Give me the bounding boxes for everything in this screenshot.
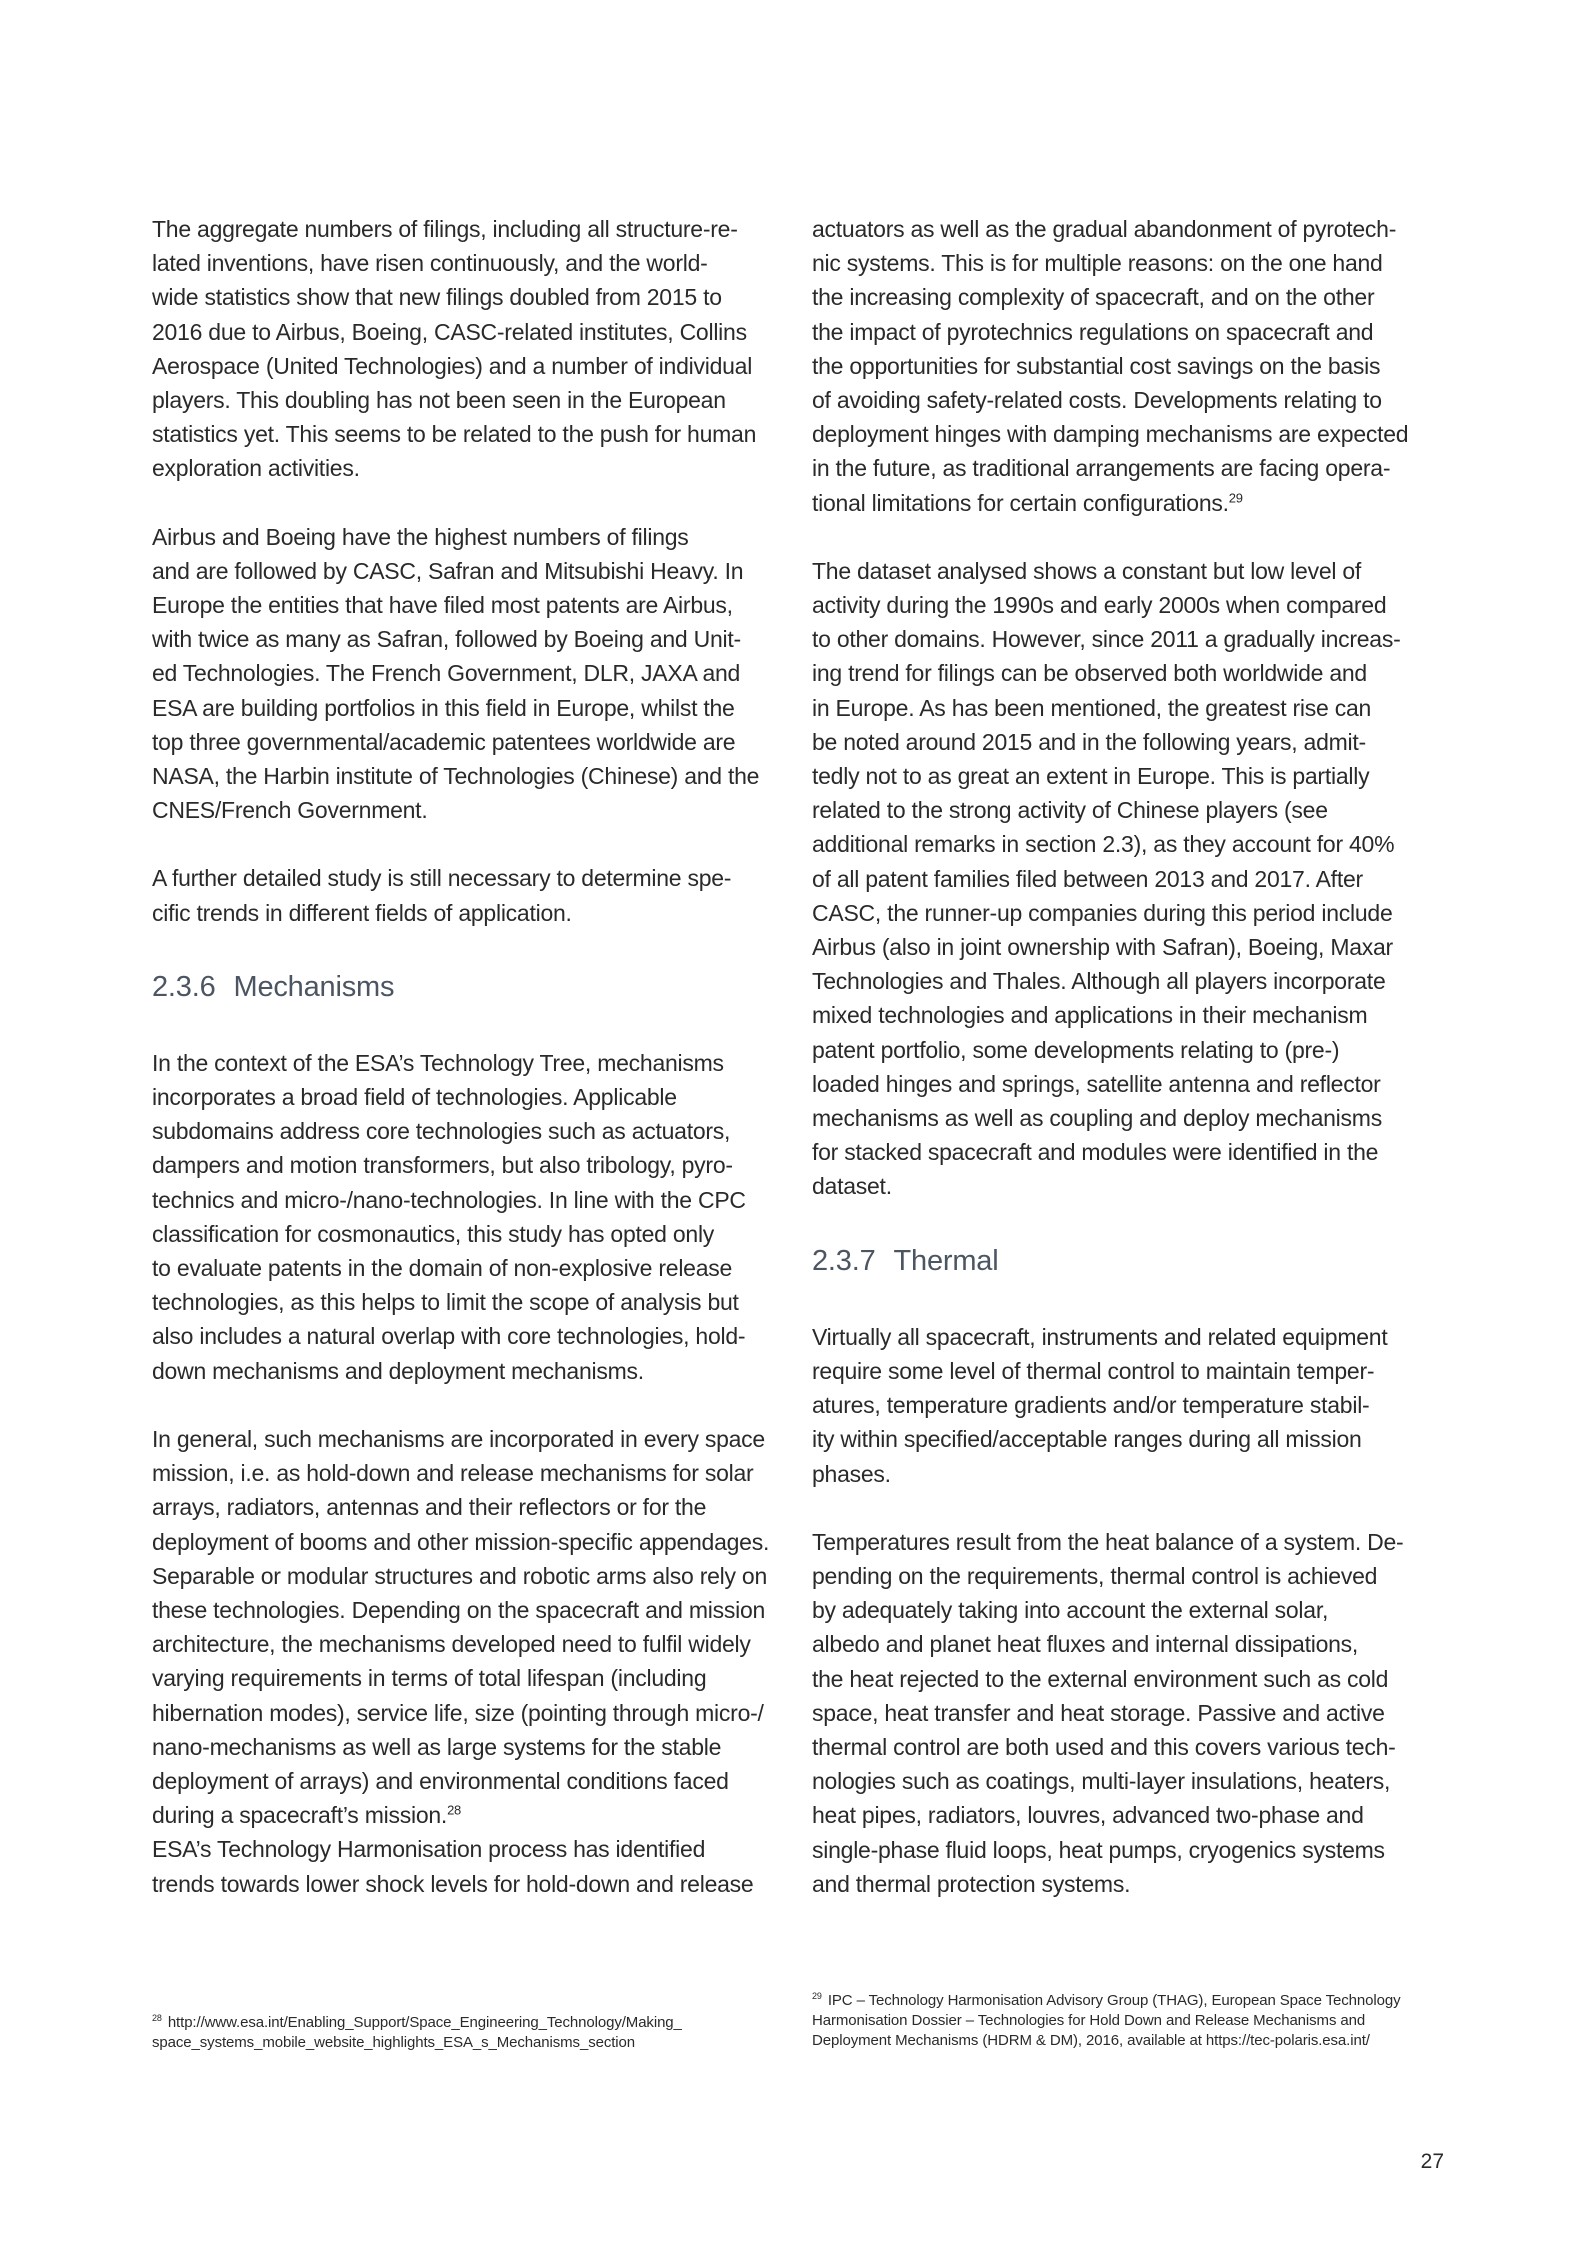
text-line: Airbus (also in joint ownership with Safran), Boeing, Maxar (812, 934, 1393, 961)
text-line: exploration activities. (152, 455, 360, 482)
paragraph-dataset-analysed (812, 554, 1457, 1204)
text-line: be noted around 2015 and in the following years, admit- (812, 728, 1366, 755)
text-line: Separable or modular structures and robotic arms also rely on (152, 1562, 767, 1589)
section-title: Mechanisms (233, 970, 395, 1003)
text-line: with twice as many as Safran, followed by Boeing and Unit- (152, 626, 741, 653)
text-line: dataset. (812, 1173, 892, 1200)
paragraph-filings-aggregate (152, 212, 797, 486)
footnote-link[interactable]: http://www.esa.int/Enabling_Support/Space_Engineering_Technology/Making_ (167, 2014, 682, 2031)
section-heading-mechanisms (152, 970, 797, 1004)
footnote-28 (152, 2013, 682, 2053)
text-line: deployment of booms and other mission-specific appendages. (152, 1528, 770, 1555)
text-line: the impact of pyrotechnics regulations on spacecraft and (812, 318, 1374, 345)
paragraph-thermal-control (812, 1320, 1457, 1491)
text-line: Aerospace (United Technologies) and a number of individual (152, 352, 753, 379)
text-line: single-phase fluid loops, heat pumps, cryogenics systems (812, 1836, 1385, 1863)
text-line: of avoiding safety-related costs. Developments relating to (812, 387, 1382, 414)
paragraph-mechanisms-general: In general, such mechanisms are incorporated in every space mission, i.e. as hold-down and release mechanisms for solar arrays, radiators, antennas and their reflectors or for the deployment of booms and other mission-specific appendages. Separable or modular structures and robotic arms also rely on these technologies. Depending on the spacecraft and mission architecture, the mechanisms developed need to fulfil widely varying requirements in terms of total lifespan (including hibernation modes), service life, size (pointing through micro-/ nano-mechanisms as well as large systems for the stable deployment of arrays) and environmental conditions faced during a spacecraft’s mission.$^{28}$ (152, 1422, 797, 1832)
text-line: ity within specified/acceptable ranges during all mission (812, 1426, 1362, 1453)
text-line: Airbus and Boeing have the highest numbers of filings (152, 523, 689, 550)
paragraph-heat-balance (812, 1525, 1457, 1901)
left-column (152, 212, 797, 1935)
text-line: ing trend for filings can be observed both worldwide and (812, 660, 1367, 687)
text-line: of all patent families filed between 2013 and 2017. After (812, 865, 1363, 892)
page-number: 27 (1420, 2150, 1444, 2173)
section-number: 2.3.6 (152, 970, 216, 1003)
text-line: and are followed by CASC, Safran and Mitsubishi Heavy. In (152, 557, 744, 584)
text-line: CASC, the runner-up companies during this period include (812, 899, 1393, 926)
footnote-marker: 28 (152, 2013, 162, 2023)
text-line: pending on the requirements, thermal control is achieved (812, 1562, 1378, 1589)
text-line: require some level of thermal control to maintain temper- (812, 1357, 1375, 1384)
text-line: the heat rejected to the external environment such as cold (812, 1665, 1389, 1692)
footnote-ref-28[interactable]: 28 (447, 1802, 462, 1818)
text-line: cific trends in different fields of application. (152, 899, 572, 926)
text-line: thermal control are both used and this covers various tech- (812, 1733, 1396, 1760)
text-line: A further detailed study is still necessary to determine spe- (152, 865, 732, 892)
text-line: Europe the entities that have filed most patents are Airbus, (152, 592, 733, 619)
footnote-marker: 29 (812, 1991, 822, 2001)
text-line: and thermal protection systems. (812, 1870, 1131, 1897)
text-line: Temperatures result from the heat balance of a system. De- (812, 1528, 1404, 1555)
text-line: nic systems. This is for multiple reasons: on the one hand (812, 250, 1383, 277)
text-line: to other domains. However, since 2011 a gradually increas- (812, 626, 1401, 653)
text-line: hibernation modes), service life, size (pointing through micro-/ (152, 1699, 764, 1726)
right-column (812, 212, 1457, 1935)
text-line: mission, i.e. as hold-down and release mechanisms for solar (152, 1460, 754, 1487)
text-line: mechanisms as well as coupling and deploy mechanisms (812, 1105, 1382, 1132)
text-line: The dataset analysed shows a constant but low level of (812, 557, 1362, 584)
text-line: varying requirements in terms of total lifespan (including (152, 1665, 707, 1692)
text-line: atures, temperature gradients and/or temperature stabil- (812, 1392, 1370, 1419)
text-line: The aggregate numbers of filings, including all structure-re- (152, 216, 738, 242)
text-line: top three governmental/academic patentees worldwide are (152, 728, 736, 755)
text-line: ESA are building portfolios in this field in Europe, whilst the (152, 694, 735, 721)
text-line: wide statistics show that new filings doubled from 2015 to (152, 284, 722, 311)
text-line: Virtually all spacecraft, instruments and related equipment (812, 1323, 1388, 1350)
text-line: the increasing complexity of spacecraft, and on the other (812, 284, 1375, 311)
text-line: dampers and motion transformers, but also tribology, pyro- (152, 1152, 733, 1179)
text-line: activity during the 1990s and early 2000s when compared (812, 592, 1387, 619)
text-line: in Europe. As has been mentioned, the greatest rise can (812, 694, 1372, 721)
text-line: loaded hinges and springs, satellite antenna and reflector (812, 1070, 1381, 1097)
paragraph-technology-tree (152, 1046, 797, 1388)
text-line: technologies, as this helps to limit the scope of analysis but (152, 1289, 739, 1316)
text-line: down mechanisms and deployment mechanisms. (152, 1357, 644, 1384)
text-line: the opportunities for substantial cost savings on the basis (812, 352, 1381, 379)
text-line: technics and micro-/nano-technologies. In line with the CPC (152, 1186, 746, 1213)
footnote-29: $^{29}$ IPC – Technology Harmonisation Advisory Group (THAG), European Space Technology Harmonisation Dossier – Technologies for Hold Down and Release Mechanisms and Deployment Mechanisms (HDRM & DM), 2016, available at https://tec-polaris.esa.int/ (812, 1991, 1401, 2049)
text-line: albedo and planet heat fluxes and internal dissipations, (812, 1631, 1359, 1658)
text-line: also includes a natural overlap with core technologies, hold- (152, 1323, 746, 1350)
text-line: trends towards lower shock levels for hold-down and release (152, 1870, 754, 1897)
text-line: incorporates a broad field of technologies. Applicable (152, 1084, 677, 1111)
text-line: space, heat transfer and heat storage. Passive and active (812, 1699, 1385, 1726)
text-line: In general, such mechanisms are incorporated in every space (152, 1425, 765, 1452)
text-line: deployment hinges with damping mechanisms are expected (812, 421, 1409, 448)
text-line: by adequately taking into account the external solar, (812, 1597, 1329, 1624)
paragraph-further-study (152, 861, 797, 929)
paragraph-top-filers (152, 520, 797, 828)
section-number: 2.3.7 (812, 1244, 876, 1277)
paragraph-harmonisation (152, 1832, 797, 1900)
section-heading-thermal (812, 1244, 1457, 1278)
text-line: arrays, radiators, antennas and their reflectors or for the (152, 1494, 707, 1521)
text-line: nologies such as coatings, multi-layer insulations, heaters, (812, 1768, 1391, 1795)
text-line: mixed technologies and applications in their mechanism (812, 1002, 1368, 1029)
text-line: classification for cosmonautics, this study has opted only (152, 1220, 715, 1247)
footnote-ref-29[interactable]: 29 (1228, 489, 1243, 505)
text-line: additional remarks in section 2.3), as they account for 40% (812, 831, 1395, 858)
text-line: statistics yet. This seems to be related to the push for human (152, 421, 757, 448)
text-line: 2016 due to Airbus, Boeing, CASC-related institutes, Collins (152, 318, 747, 345)
text-line: for stacked spacecraft and modules were identified in the (812, 1139, 1379, 1166)
text-line: ed Technologies. The French Government, DLR, JAXA and (152, 660, 741, 687)
text-line: patent portfolio, some developments relating to (pre-) (812, 1036, 1340, 1063)
text-line: subdomains address core technologies such as actuators, (152, 1118, 731, 1145)
text-line: Technologies and Thales. Although all players incorporate (812, 968, 1386, 995)
text-line: nano-mechanisms as well as large systems for the stable (152, 1733, 722, 1760)
text-line: players. This doubling has not been seen in the European (152, 387, 726, 414)
footnote-link-continued[interactable]: space_systems_mobile_website_highlights_ESA_s_Mechanisms_section (152, 2034, 636, 2051)
text-line: these technologies. Depending on the spacecraft and mission (152, 1596, 766, 1623)
text-line: lated inventions, have risen continuously, and the world- (152, 250, 708, 277)
text-line: in the future, as traditional arrangements are facing opera- (812, 455, 1391, 482)
text-line: CNES/French Government. (152, 797, 428, 824)
text-line: In the context of the ESA’s Technology Tree, mechanisms (152, 1049, 724, 1076)
text-line: heat pipes, radiators, louvres, advanced two-phase and (812, 1802, 1364, 1829)
text-line: deployment of arrays) and environmental conditions faced (152, 1767, 729, 1794)
text-line: related to the strong activity of Chinese players (see (812, 797, 1328, 824)
paragraph-actuators: actuators as well as the gradual abandonment of pyrotech- nic systems. This is for multiple reasons: on the one hand the increasing complexity of spacecraft, and on the other the impact of pyrotechnics regulations on spacecraft and the opportunities for substantial cost savings on the basis of avoiding safety-related costs. Developments relating to deployment hinges with damping mechanisms are expected in the future, as traditional arrangements are facing opera- tional limitations for certain configurations.$^{29}$ (812, 212, 1457, 520)
text-line: architecture, the mechanisms developed need to fulfil widely (152, 1631, 751, 1658)
text-line: tedly not to as great an extent in Europe. This is partially (812, 763, 1370, 790)
text-line: phases. (812, 1460, 891, 1487)
text-line: to evaluate patents in the domain of non-explosive release (152, 1255, 733, 1282)
text-line: NASA, the Harbin institute of Technologies (Chinese) and the (152, 763, 760, 790)
text-line: actuators as well as the gradual abandonment of pyrotech- (812, 216, 1397, 242)
text-line: ESA’s Technology Harmonisation process has identified (152, 1836, 706, 1863)
section-title: Thermal (893, 1244, 999, 1277)
